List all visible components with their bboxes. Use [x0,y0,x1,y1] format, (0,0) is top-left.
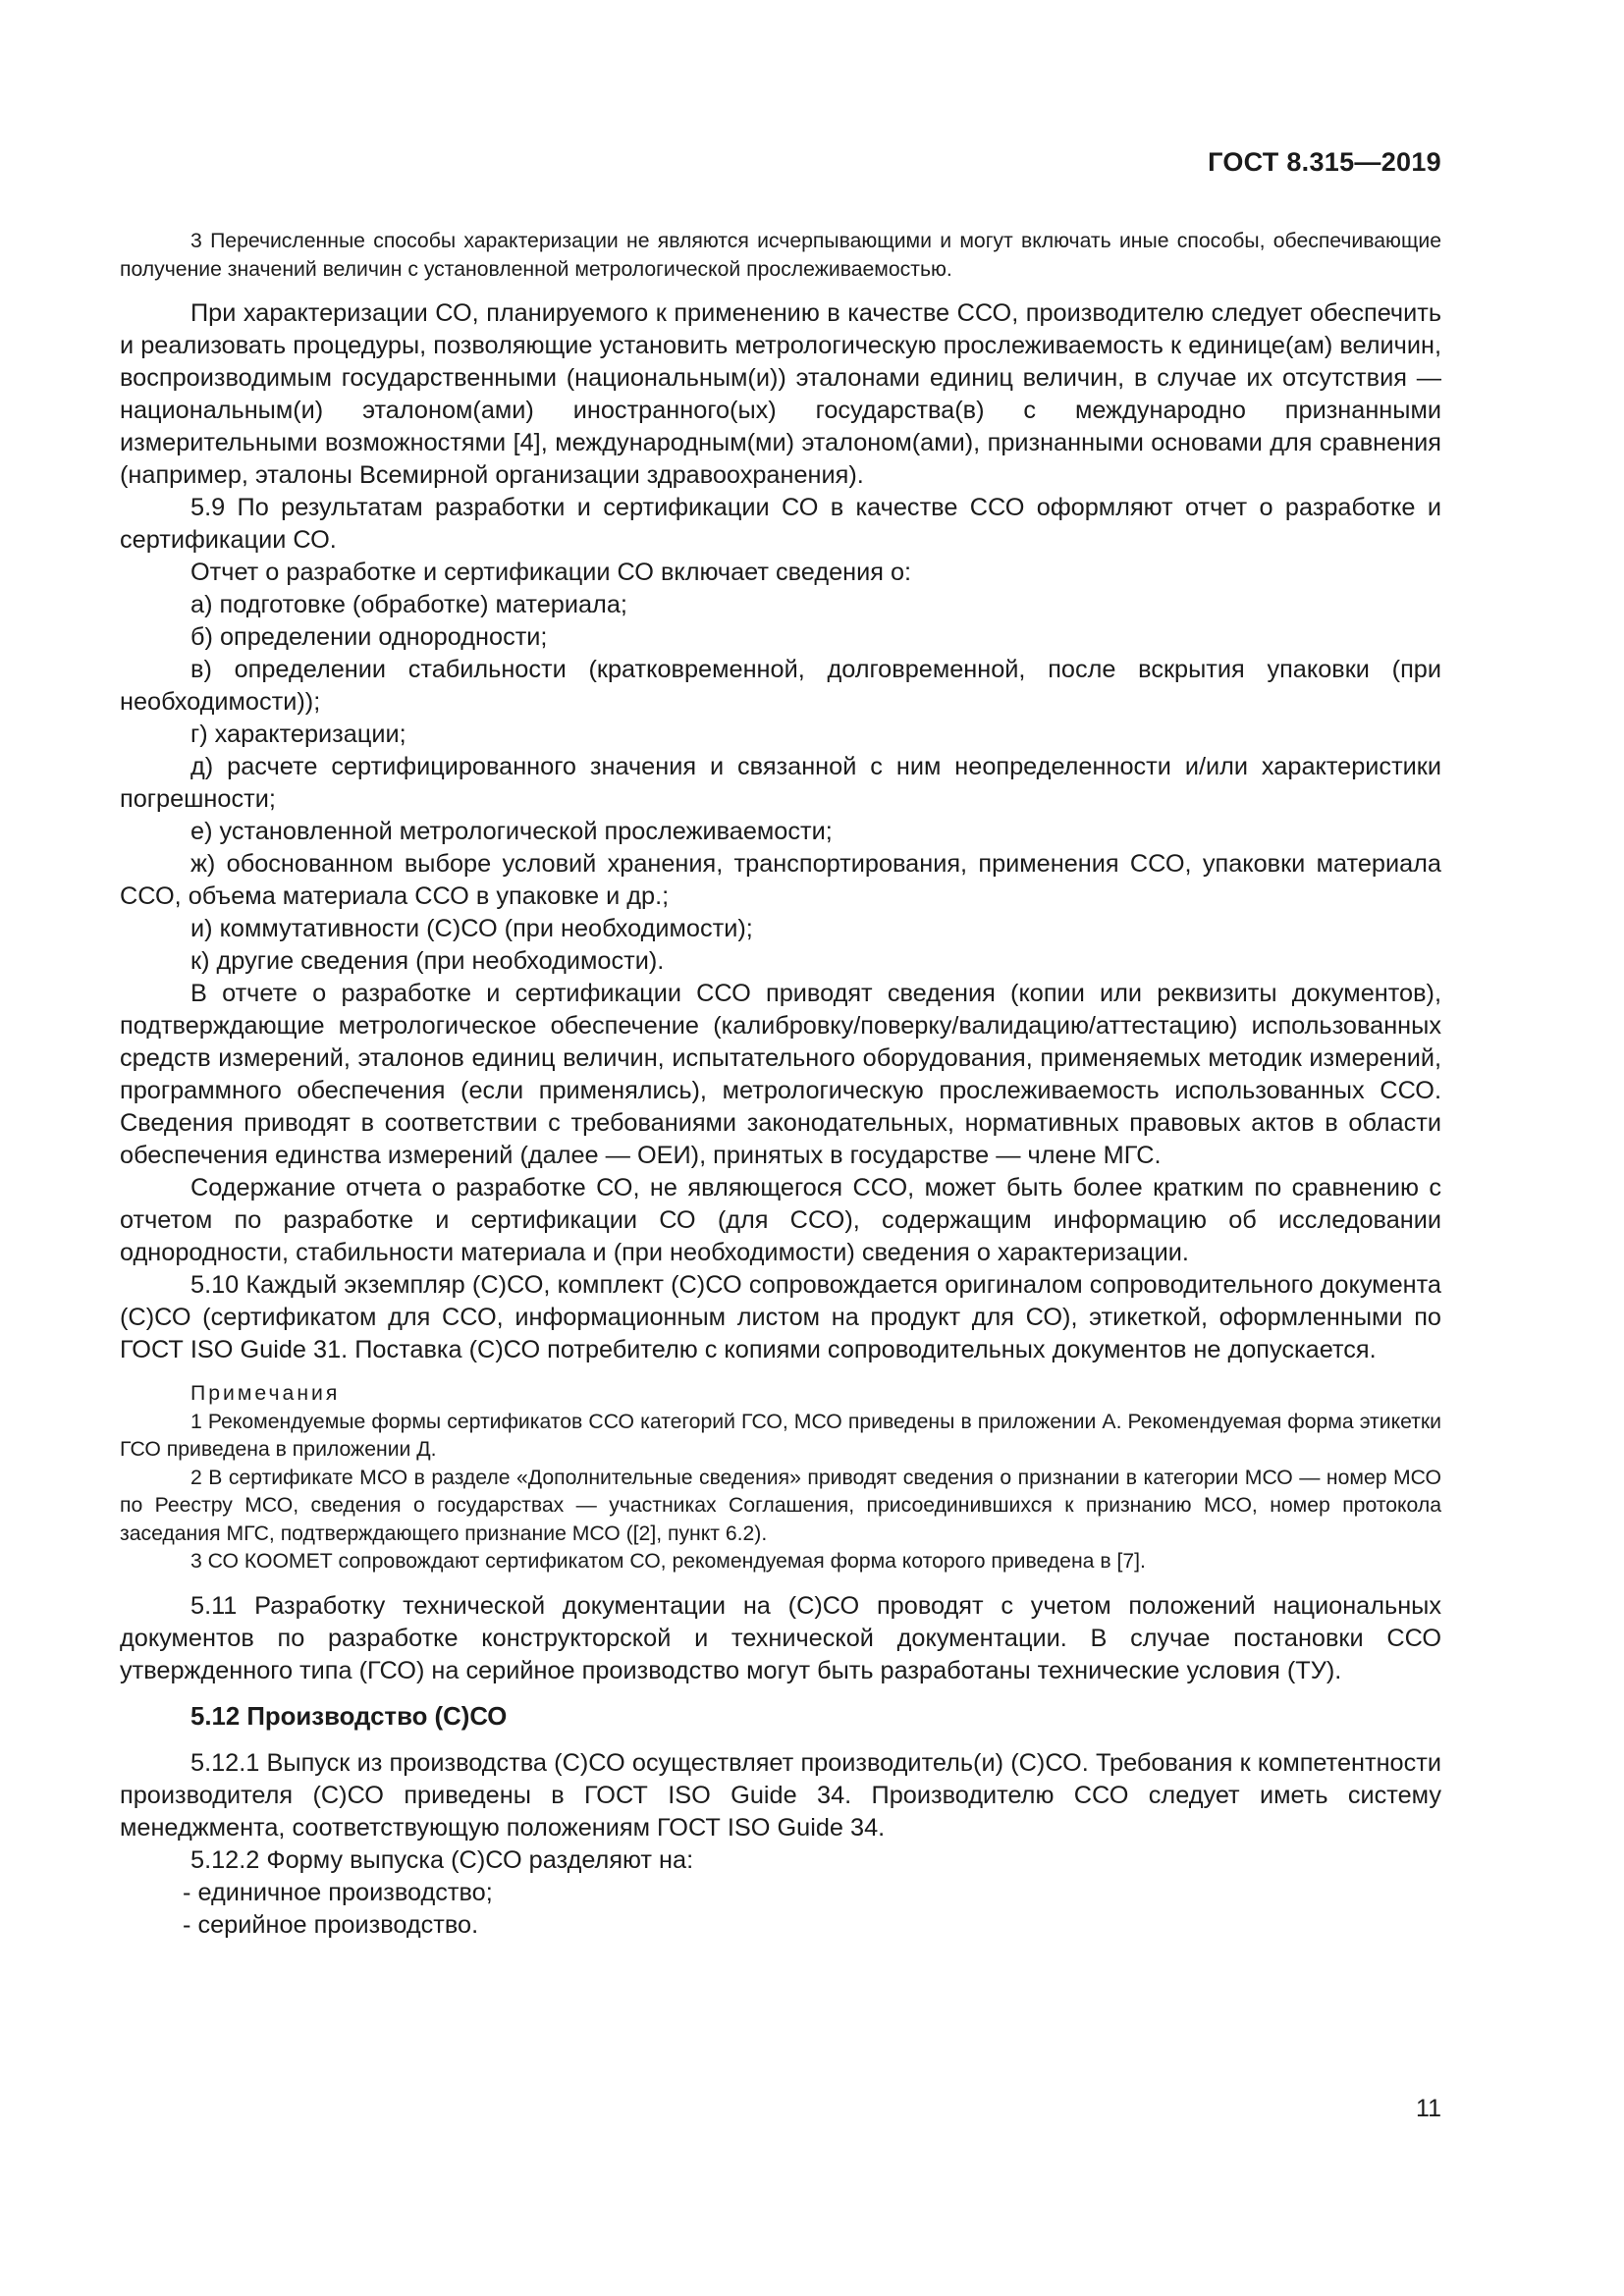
page-number: 11 [1416,2095,1441,2122]
list-item: и) коммутативности (С)СО (при необходимости); [190,915,753,942]
list-item: б) определении однородности; [190,623,548,651]
clause-5-12-1: 5.12.1 Выпуск из производства (С)СО осуществляет производитель(и) (С)СО. Требования к компетентности производителя (С)СО приведены в ГОСТ ISO Guide 34. Производителю ССО следует иметь систему менеджмента, соответствующую положениям ГОСТ ISO Guide 34. [120,1748,1441,1842]
list-item: ж) обоснованном выборе условий хранения, транспортирования, применения ССО, упаковки материала ССО, объема материала ССО в упаковке и др.; [120,850,1441,910]
body-paragraph: Содержание отчета о разработке СО, не являющегося ССО, может быть более кратким по сравнению с отчетом по разработке и сертификации СО (для ССО), содержащим информацию об исследовании однородности, стабильности материала и (при необходимости) сведения о характеризации. [120,1174,1441,1266]
clause-5-12-2: 5.12.2 Форму выпуска (С)СО разделяют на: [190,1845,694,1874]
list-item: - единичное производство; [183,1878,493,1906]
note-paragraph: 2 В сертификате МСО в разделе «Дополнительные сведения» приводят сведения о признании в категории МСО — номер МСО по Реестру МСО, сведения о государствах — участниках Соглашения, присоединившихся к признанию МСО, номер протокола заседания МГС, подтверждающего признание МСО ([2], пункт 6.2). [120,1466,1441,1545]
body-paragraph: В отчете о разработке и сертификации ССО приводят сведения (копии или реквизиты документов), подтверждающие метрологическое обеспечение (калибровку/поверку/валидацию/аттестацию) использованных средств измерений, эталонов единиц величин, испытательного оборудования, применяемых методик измерений, программного обеспечения (если применялись), метрологическую прослеживаемость использованных ССО. Сведения приводят в соответствии с требованиями законодательных, нормативных правовых актов в области обеспечения единства измерений (далее — ОЕИ), принятых в государстве — члене МГС. [120,980,1441,1169]
list-item: а) подготовке (обработке) материала; [190,591,627,618]
document-body [120,228,1441,1942]
body-paragraph: При характеризации СО, планируемого к применению в качестве ССО, производителю следует обеспечить и реализовать процедуры, позволяющие установить метрологическую прослеживаемость к единице(ам) величин, воспроизводимым государственными (национальным(и)) эталонами единиц величин, в случае их отсутствия — национальным(и) эталоном(ами) иностранного(ых) государства(в) с международно признанными измерительными возможностями [4], международным(ми) эталоном(ами), признанными основами для сравнения (например, эталоны Всемирной организации здравоохранения). [120,299,1441,489]
body-paragraph: Отчет о разработке и сертификации СО включает сведения о: [190,559,912,586]
list-item: к) другие сведения (при необходимости). [190,947,665,975]
clause-5-9: 5.9 По результатам разработки и сертификации СО в качестве ССО оформляют отчет о разработке и сертификации СО. [120,494,1441,554]
clause-5-10: 5.10 Каждый экземпляр (С)СО, комплект (С)СО сопровождается оригиналом сопроводительного документа (С)СО (сертификатом для ССО, информационным листом на продукт для СО), этикеткой, оформленными по ГОСТ ISO Guide 31. Поставка (С)СО потребителю с копиями сопроводительных документов не допускается. [120,1271,1441,1363]
list-item: - серийное производство. [183,1910,479,1939]
document-code-header: ГОСТ 8.315—2019 [1208,147,1441,177]
list-item: г) характеризации; [190,721,406,748]
list-item: в) определении стабильности (кратковременной, долговременной, после вскрытия упаковки (при необходимости)); [120,656,1441,716]
notes-heading: Примечания [190,1382,341,1405]
section-heading-5-12: 5.12 Производство (С)СО [190,1702,508,1731]
note-paragraph: 1 Рекомендуемые формы сертификатов ССО категорий ГСО, МСО приведены в приложении А. Рекомендуемая форма этикетки ГСО приведена в приложении Д. [120,1410,1441,1461]
list-item: е) установленной метрологической прослеживаемости; [190,818,833,845]
clause-5-11: 5.11 Разработку технической документации на (С)СО проводят с учетом положений национальных документов по разработке конструкторской и технической документации. В случае постановки ССО утвержденного типа (ГСО) на серийное производство могут быть разработаны технические условия (ТУ). [120,1591,1441,1684]
list-item: д) расчете сертифицированного значения и связанной с ним неопределенности и/или характеристики погрешности; [120,753,1441,813]
note-paragraph: 3 Перечисленные способы характеризации не являются исчерпывающими и могут включать иные способы, обеспечивающие получение значений величин с установленной метрологической прослеживаемостью. [120,230,1441,281]
note-paragraph: 3 СО КООМЕТ сопровождают сертификатом СО, рекомендуемая форма которого приведена в [7]. [190,1550,1146,1573]
